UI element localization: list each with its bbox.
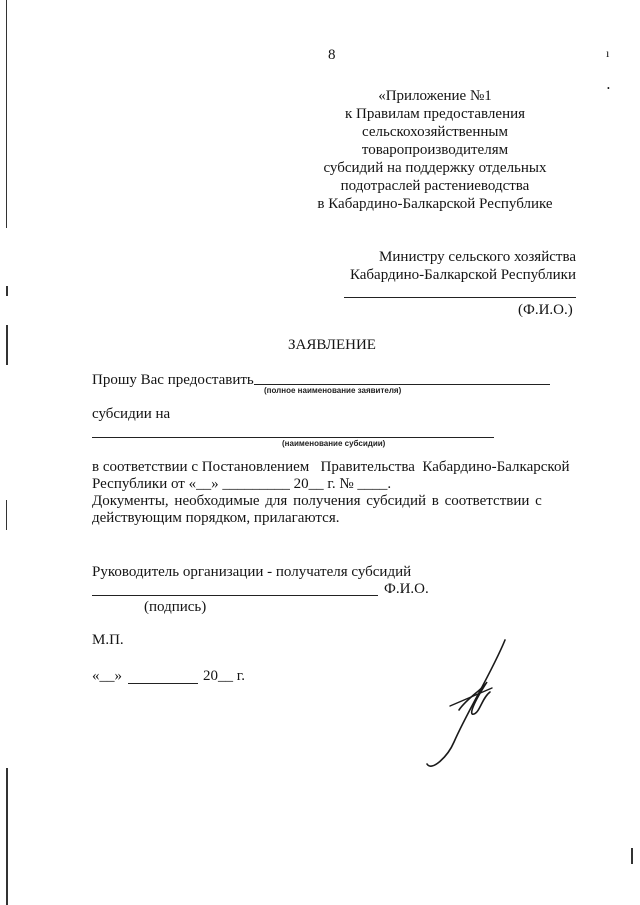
page-number: 8: [328, 47, 336, 63]
signature-caption: (подпись): [144, 599, 207, 615]
stamp-label: М.П.: [92, 632, 124, 648]
scan-mark-right-bottom: [631, 848, 633, 864]
body-line-3: Документы, необходимые для получения субсидий в соответствии с: [92, 493, 542, 509]
signatory-role: Руководитель организации - получателя субсидий: [92, 564, 412, 580]
subsidy-label: субсидии на: [92, 406, 171, 422]
subsidy-name-caption: (наименование субсидии): [282, 439, 386, 448]
appendix-line: «Приложение №1: [378, 88, 492, 104]
date-year: 20__ г.: [203, 668, 245, 684]
appendix-line: подотраслей растениеводства: [340, 178, 530, 194]
handwritten-signature: [412, 632, 532, 782]
corner-mark-2: •: [607, 84, 610, 93]
addressee-line-1: Министру сельского хозяйства: [379, 249, 576, 265]
addressee-block: [346, 248, 576, 284]
scan-mark-left-bottom: [6, 768, 8, 905]
body-line-2: Республики от «__» _________ 20__ г. № ____.: [92, 476, 392, 492]
corner-mark-1: ı: [606, 46, 610, 60]
applicant-name-line: [254, 384, 550, 385]
scan-mark-left-3: [6, 500, 7, 530]
appendix-line: сельскохозяйственным: [362, 124, 508, 140]
scan-mark-left-top: [6, 0, 7, 228]
appendix-line: субсидий на поддержку отдельных: [323, 160, 547, 176]
body-line-4: действующим порядком, прилагаются.: [92, 510, 340, 526]
signature-line: [92, 595, 378, 596]
addressee-fio-line: [344, 297, 576, 298]
appendix-line: товаропроизводителям: [361, 142, 509, 158]
date-month-line: [128, 683, 198, 684]
signatory-fio: Ф.И.О.: [384, 581, 429, 597]
request-label: Прошу Вас предоставить: [92, 372, 254, 388]
subsidy-name-line: [92, 437, 494, 438]
appendix-line: в Кабардино-Балкарской Республике: [317, 196, 553, 212]
document-title: ЗАЯВЛЕНИЕ: [288, 337, 376, 353]
date-day: «__»: [92, 668, 122, 684]
body-line-1: в соответствии с Постановлением Правительства Кабардино-Балкарской: [92, 459, 570, 475]
scan-mark-left-2: [6, 325, 8, 365]
scan-mark-left-1: [6, 286, 8, 296]
addressee-fio-caption: (Ф.И.О.): [518, 302, 573, 318]
applicant-name-caption: (полное наименование заявителя): [264, 386, 402, 395]
appendix-block: [290, 87, 580, 213]
appendix-line: к Правилам предоставления: [344, 106, 526, 122]
addressee-line-2: Кабардино-Балкарской Республики: [349, 267, 576, 283]
